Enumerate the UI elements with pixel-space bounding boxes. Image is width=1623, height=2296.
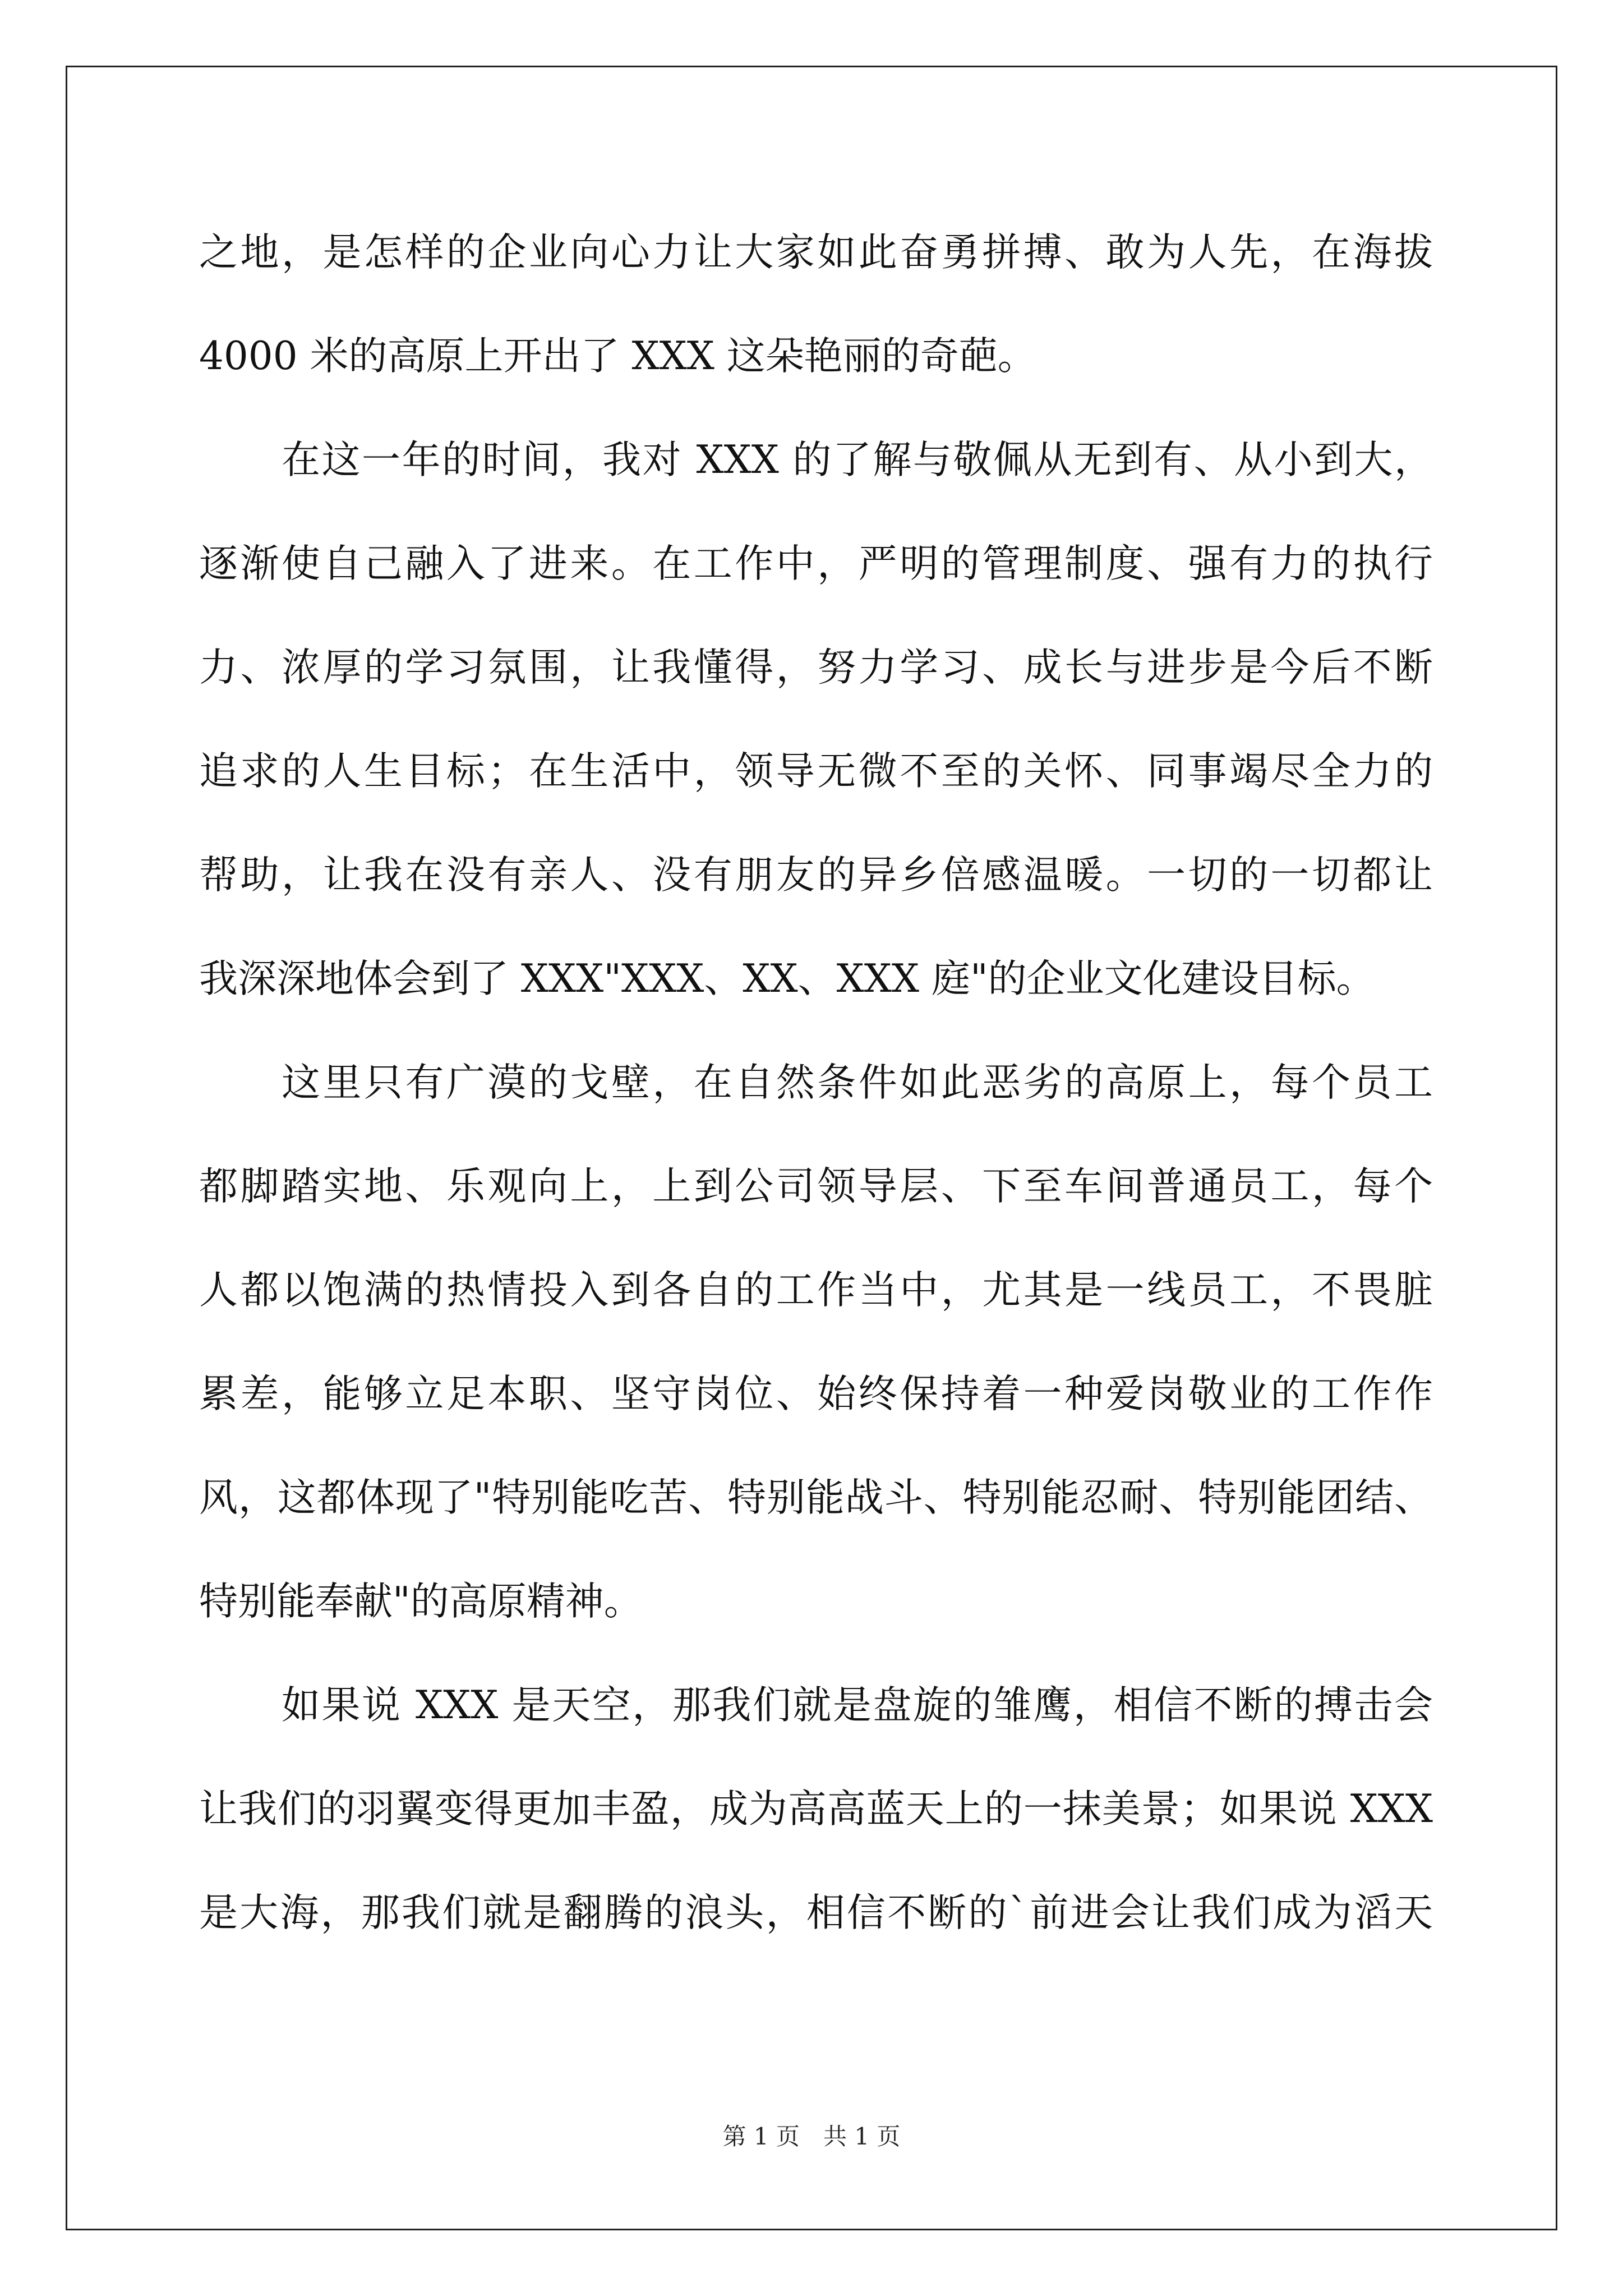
text-line: 如果说 XXX 是天空，那我们就是盘旋的雏鹰，相信不断的搏击会 <box>282 1683 1433 1728</box>
text-line: 都脚踏实地、乐观向上，上到公司领导层、下至车间普通员工，每个 <box>199 1164 1433 1209</box>
text-line: 特别能奉献"的高原精神。 <box>199 1579 643 1624</box>
text-line: 是大海，那我们就是翻腾的浪头，相信不断的`前进会让我们成为滔天 <box>199 1890 1433 1935</box>
text-line: 这里只有广漠的戈壁，在自然条件如此恶劣的高原上，每个员工 <box>282 1060 1433 1105</box>
text-line: 追求的人生目标；在生活中，领导无微不至的关怀、同事竭尽全力的 <box>199 749 1433 794</box>
text-line: 力、浓厚的学习氛围，让我懂得，努力学习、成长与进步是今后不断 <box>199 645 1433 690</box>
text-line: 之地，是怎样的企业向心力让大家如此奋勇拼搏、敢为人先，在海拔 <box>199 230 1433 275</box>
text-line: 帮助，让我在没有亲人、没有朋友的异乡倍感温暖。一切的一切都让 <box>199 853 1433 898</box>
text-line: 我深深地体会到了 XXX"XXX、XX、XXX 庭"的企业文化建设目标。 <box>199 956 1375 1001</box>
text-line: 人都以饱满的热情投入到各自的工作当中，尤其是一线员工，不畏脏 <box>199 1268 1433 1313</box>
text-line: 累差，能够立足本职、坚守岗位、始终保持着一种爱岗敬业的工作作 <box>199 1372 1433 1416</box>
text-line: 风，这都体现了"特别能吃苦、特别能战斗、特别能忍耐、特别能团结、 <box>199 1475 1433 1520</box>
text-line: 逐渐使自己融入了进来。在工作中，严明的管理制度、强有力的执行 <box>199 541 1433 586</box>
page-number-footer: 第 1 页 共 1 页 <box>722 2123 901 2150</box>
text-line: 4000 米的高原上开出了 XXX 这朵艳丽的奇葩。 <box>199 334 1036 379</box>
document-body <box>199 201 1433 1965</box>
text-line: 在这一年的时间，我对 XXX 的了解与敬佩从无到有、从小到大， <box>282 438 1433 482</box>
text-line: 让我们的羽翼变得更加丰盈，成为高高蓝天上的一抹美景；如果说 XXX <box>199 1787 1433 1832</box>
